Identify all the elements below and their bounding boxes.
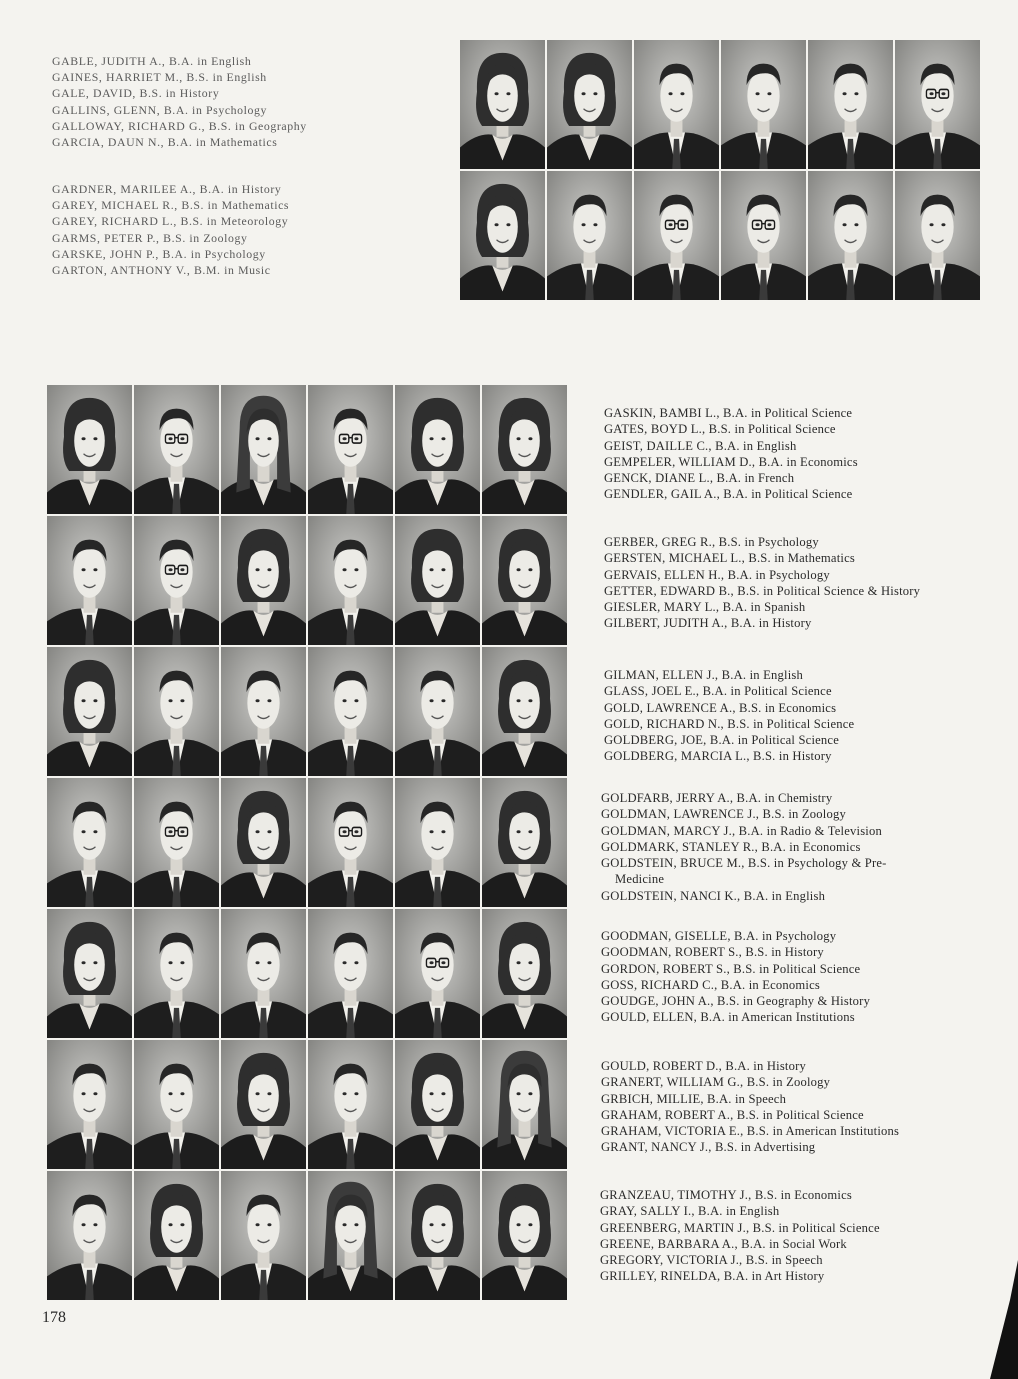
portrait-graphic (460, 171, 545, 300)
student-portrait (221, 647, 306, 776)
portrait-graphic (47, 778, 132, 907)
name-list (52, 181, 289, 278)
student-portrait (308, 516, 393, 645)
portrait-graphic (634, 40, 719, 169)
portrait-graphic (134, 647, 219, 776)
name-entry: GERVAIS, ELLEN H., B.A. in Psychology (604, 567, 830, 582)
portrait-graphic (134, 778, 219, 907)
portrait-graphic (482, 1040, 567, 1169)
portrait-graphic (482, 1171, 567, 1300)
portrait-graphic (395, 516, 480, 645)
student-portrait (47, 1171, 132, 1300)
portrait-graphic (221, 909, 306, 1038)
portrait-graphic (482, 516, 567, 645)
name-entry: GEIST, DAILLE C., B.A. in English (604, 438, 797, 453)
name-entry: GOLDSTEIN, NANCI K., B.A. in English (601, 888, 826, 903)
portrait-graphic (895, 171, 980, 300)
name-list (604, 667, 854, 765)
portrait-graphic (895, 40, 980, 169)
name-entry-continued (601, 871, 887, 887)
portrait-graphic (47, 1040, 132, 1169)
photo-row (47, 647, 569, 776)
portrait-graphic (460, 40, 545, 169)
student-portrait (308, 909, 393, 1038)
name-entry: GARSKE, JOHN P., B.A. in Psychology (52, 246, 266, 261)
portrait-graphic (308, 778, 393, 907)
name-entry: GOLDBERG, MARCIA L., B.S. in History (604, 749, 832, 764)
student-portrait (395, 1040, 480, 1169)
student-portrait (460, 171, 545, 300)
name-entry: GILMAN, ELLEN J., B.A. in English (604, 668, 803, 682)
student-portrait (547, 171, 632, 300)
name-entry: GOULD, ELLEN, B.A. in American Institutions (601, 1010, 855, 1025)
student-portrait (308, 1040, 393, 1169)
student-portrait (395, 385, 480, 514)
name-entry: GRANT, NANCY J., B.S. in Advertising (601, 1140, 816, 1155)
student-portrait (221, 778, 306, 907)
student-portrait (634, 40, 719, 169)
student-portrait (47, 909, 132, 1038)
student-portrait (395, 647, 480, 776)
portrait-graphic (221, 1040, 306, 1169)
name-entry: GETTER, EDWARD B., B.S. in Political Science & History (604, 583, 921, 598)
name-entry: GRBICH, MILLIE, B.A. in Speech (601, 1091, 787, 1106)
student-portrait (221, 1171, 306, 1300)
student-portrait (47, 647, 132, 776)
student-portrait (47, 778, 132, 907)
portrait-graphic (482, 778, 567, 907)
name-entry: GLASS, JOEL E., B.A. in Political Science (604, 684, 832, 699)
photo-row (47, 909, 569, 1038)
student-portrait (221, 385, 306, 514)
name-entry: GOUDGE, JOHN A., B.S. in Geography & History (601, 994, 871, 1009)
portrait-graphic (308, 385, 393, 514)
name-entry: GOLDMAN, LAWRENCE J., B.S. in Zoology (601, 807, 846, 822)
name-entry: GALLINS, GLENN, B.A. in Psychology (52, 102, 268, 117)
name-entry: GOLD, RICHARD N., B.S. in Political Science (604, 716, 855, 731)
portrait-graphic (395, 778, 480, 907)
student-portrait (47, 516, 132, 645)
name-entry: GARCIA, DAUN N., B.A. in Mathematics (52, 135, 278, 150)
portrait-graphic (134, 516, 219, 645)
student-portrait (47, 1040, 132, 1169)
name-entry: GEMPELER, WILLIAM D., B.A. in Economics (604, 454, 858, 469)
portrait-graphic (134, 1171, 219, 1300)
portrait-graphic (308, 516, 393, 645)
student-portrait (221, 1040, 306, 1169)
portrait-graphic (221, 778, 306, 907)
portrait-graphic (395, 647, 480, 776)
student-portrait (482, 516, 567, 645)
student-portrait (221, 909, 306, 1038)
name-entry: GOLDMAN, MARCY J., B.A. in Radio & Television (601, 823, 882, 838)
portrait-graphic (547, 171, 632, 300)
student-portrait (482, 1171, 567, 1300)
portrait-graphic (308, 1040, 393, 1169)
photo-row (47, 385, 569, 514)
portrait-graphic (721, 171, 806, 300)
name-list (601, 790, 887, 904)
name-entry: GARDNER, MARILEE A., B.A. in History (52, 182, 282, 196)
student-portrait (721, 171, 806, 300)
portrait-graphic (395, 385, 480, 514)
student-portrait (482, 909, 567, 1038)
photo-row (47, 1171, 569, 1300)
name-entry: GRAY, SALLY I., B.A. in English (600, 1204, 780, 1219)
name-entry: GREGORY, VICTORIA J., B.S. in Speech (600, 1253, 823, 1268)
portrait-graphic (134, 909, 219, 1038)
student-portrait (395, 1171, 480, 1300)
portrait-graphic (134, 1040, 219, 1169)
student-portrait (634, 171, 719, 300)
portrait-graphic (808, 40, 893, 169)
name-entry: GORDON, ROBERT S., B.S. in Political Science (601, 961, 861, 976)
name-list (604, 405, 858, 503)
student-portrait (482, 647, 567, 776)
name-entry: GARMS, PETER P., B.S. in Zoology (52, 230, 248, 245)
student-portrait (134, 647, 219, 776)
name-entry: GARTON, ANTHONY V., B.M. in Music (52, 263, 271, 278)
portrait-graphic (221, 1171, 306, 1300)
portrait-graphic (47, 647, 132, 776)
student-portrait (134, 778, 219, 907)
student-portrait (134, 1171, 219, 1300)
name-entry: GOLDSTEIN, BRUCE M., B.S. in Psychology & Pre- (601, 856, 887, 871)
portrait-graphic (308, 1171, 393, 1300)
portrait-graphic (721, 40, 806, 169)
student-portrait (721, 40, 806, 169)
student-portrait (547, 40, 632, 169)
name-entry: GRAHAM, VICTORIA E., B.S. in American Institutions (601, 1124, 900, 1139)
name-entry: GASKIN, BAMBI L., B.A. in Political Science (604, 406, 853, 420)
name-list (52, 53, 307, 150)
portrait-graphic (482, 385, 567, 514)
name-entry: GENCK, DIANE L., B.A. in French (604, 471, 795, 486)
name-entry: GAREY, MICHAEL R., B.S. in Mathematics (52, 198, 290, 213)
name-entry: GALLOWAY, RICHARD G., B.S. in Geography (52, 118, 307, 133)
name-entry: GRILLEY, RINELDA, B.A. in Art History (600, 1269, 825, 1284)
photo-row (47, 1040, 569, 1169)
photo-row (47, 778, 569, 907)
name-entry: GABLE, JUDITH A., B.A. in English (52, 54, 252, 68)
name-entry: GREENE, BARBARA A., B.A. in Social Work (600, 1236, 847, 1251)
name-entry: GRAHAM, ROBERT A., B.S. in Political Science (601, 1107, 864, 1122)
student-portrait (47, 385, 132, 514)
portrait-graphic (308, 909, 393, 1038)
portrait-graphic (395, 909, 480, 1038)
name-entry-continuation: Medicine (615, 872, 665, 887)
portrait-graphic (634, 171, 719, 300)
portrait-graphic (395, 1040, 480, 1169)
name-entry: GOODMAN, ROBERT S., B.S. in History (601, 945, 824, 960)
name-entry: GRANERT, WILLIAM G., B.S. in Zoology (601, 1075, 831, 1090)
name-entry: GREENBERG, MARTIN J., B.S. in Political Science (600, 1220, 880, 1235)
name-entry: GOSS, RICHARD C., B.A. in Economics (601, 977, 821, 992)
name-entry: GAREY, RICHARD L., B.S. in Meteorology (52, 214, 289, 229)
portrait-graphic (47, 516, 132, 645)
student-portrait (482, 1040, 567, 1169)
student-portrait (460, 40, 545, 169)
student-portrait (395, 778, 480, 907)
name-entry: GOLDFARB, JERRY A., B.A. in Chemistry (601, 791, 833, 805)
student-portrait (395, 909, 480, 1038)
student-portrait (482, 778, 567, 907)
portrait-graphic (395, 1171, 480, 1300)
portrait-graphic (482, 647, 567, 776)
student-portrait (134, 516, 219, 645)
name-entry: GRANZEAU, TIMOTHY J., B.S. in Economics (600, 1188, 852, 1202)
student-portrait (308, 385, 393, 514)
student-portrait (134, 385, 219, 514)
portrait-graphic (308, 647, 393, 776)
name-list (604, 534, 920, 632)
name-entry: GALE, DAVID, B.S. in History (52, 86, 220, 101)
student-portrait (221, 516, 306, 645)
student-portrait (808, 40, 893, 169)
student-portrait (482, 385, 567, 514)
student-portrait (395, 516, 480, 645)
student-portrait (308, 778, 393, 907)
name-entry: GAINES, HARRIET M., B.S. in English (52, 70, 267, 85)
name-entry: GOULD, ROBERT D., B.A. in History (601, 1059, 807, 1073)
portrait-graphic (221, 647, 306, 776)
photo-row (460, 40, 982, 169)
name-entry: GOLDBERG, JOE, B.A. in Political Science (604, 733, 840, 748)
name-list (600, 1187, 880, 1285)
name-entry: GERBER, GREG R., B.S. in Psychology (604, 535, 819, 549)
name-entry: GILBERT, JUDITH A., B.A. in History (604, 616, 812, 631)
portrait-graphic (47, 909, 132, 1038)
name-entry: GENDLER, GAIL A., B.A. in Political Science (604, 487, 853, 502)
page-edge-shadow (988, 1260, 1018, 1379)
student-portrait (808, 171, 893, 300)
name-entry: GOLDMARK, STANLEY R., B.A. in Economics (601, 839, 861, 854)
photo-row (47, 516, 569, 645)
page-number: 178 (42, 1309, 66, 1326)
student-portrait (308, 1171, 393, 1300)
portrait-graphic (482, 909, 567, 1038)
student-portrait (134, 909, 219, 1038)
name-entry: GATES, BOYD L., B.S. in Political Science (604, 422, 836, 437)
student-portrait (895, 171, 980, 300)
name-list (601, 928, 870, 1026)
photo-row (460, 171, 982, 300)
student-portrait (895, 40, 980, 169)
name-entry: GOLD, LAWRENCE A., B.S. in Economics (604, 700, 837, 715)
student-portrait (134, 1040, 219, 1169)
portrait-graphic (221, 385, 306, 514)
portrait-graphic (808, 171, 893, 300)
student-portrait (308, 647, 393, 776)
portrait-graphic (547, 40, 632, 169)
portrait-graphic (221, 516, 306, 645)
portrait-graphic (134, 385, 219, 514)
name-list (601, 1058, 899, 1156)
portrait-graphic (47, 1171, 132, 1300)
name-entry: GERSTEN, MICHAEL L., B.S. in Mathematics (604, 551, 855, 566)
portrait-graphic (47, 385, 132, 514)
name-entry: GOODMAN, GISELLE, B.A. in Psychology (601, 929, 837, 943)
name-entry: GIESLER, MARY L., B.A. in Spanish (604, 600, 806, 615)
